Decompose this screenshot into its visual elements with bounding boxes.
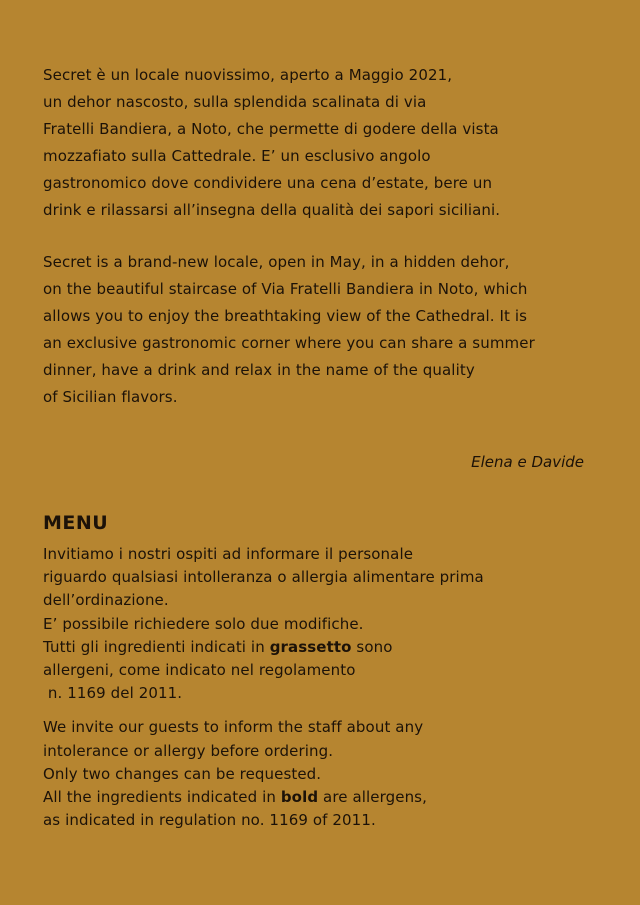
intro-italian-line: Secret è un locale nuovissimo, aperto a Maggio 2021, [43, 66, 453, 84]
note-text: sono [351, 637, 393, 656]
note-line: E’ possibile richiedere solo due modifiche. [43, 614, 364, 633]
bold-keyword: bold [280, 788, 319, 807]
note-line: riguardo qualsiasi intolleranza o allergia alimentare prima [43, 568, 484, 587]
note-line: dell’ordinazione. [43, 591, 169, 610]
intro-english-line: of Sicilian flavors. [43, 388, 178, 406]
note-line: allergeni, come indicato nel regolamento [43, 661, 356, 680]
intro-english-line: on the beautiful staircase of Via Fratelli Bandiera in Noto, which [43, 280, 528, 298]
note-line [43, 636, 484, 659]
intro-english-line: allows you to enjoy the breathtaking view of the Cathedral. It is [43, 307, 528, 325]
allergen-note-english [43, 716, 484, 832]
allergen-note-italian [43, 543, 484, 705]
intro-section [43, 62, 603, 411]
note-text: are allergens, [318, 788, 427, 807]
note-line: Invitiamo i nostri ospiti ad informare il personale [43, 545, 414, 563]
note-text: Tutti gli ingredienti indicati in [43, 637, 270, 656]
note-text: All the ingredients indicated in [43, 788, 281, 807]
bold-keyword: grassetto [269, 637, 352, 656]
signature: Elena e Davide [471, 453, 584, 471]
intro-italian-line: un dehor nascosto, sulla splendida scalinata di via [43, 93, 427, 111]
note-line: n. 1169 del 2011. [43, 684, 183, 703]
note-line: We invite our guests to inform the staff about any [43, 718, 424, 737]
intro-italian-line: gastronomico dove condividere una cena d’estate, bere un [43, 174, 493, 192]
allergen-notes [43, 543, 484, 832]
intro-italian-line: Fratelli Bandiera, a Noto, che permette di godere della vista [43, 120, 499, 138]
intro-italian-line: mozzafiato sulla Cattedrale. E’ un esclusivo angolo [43, 147, 431, 165]
intro-italian-line: drink e rilassarsi all’insegna della qualità dei sapori siciliani. [43, 201, 501, 219]
intro-english-line: an exclusive gastronomic corner where you can share a summer [43, 334, 535, 352]
note-line: intolerance or allergy before ordering. [43, 741, 334, 760]
intro-italian-paragraph [43, 62, 603, 224]
intro-english-line: dinner, have a drink and relax in the name of the quality [43, 361, 475, 379]
note-line: as indicated in regulation no. 1169 of 2011. [43, 811, 376, 830]
intro-english-line: Secret is a brand-new locale, open in May, in a hidden dehor, [43, 253, 510, 271]
intro-english-paragraph [43, 249, 603, 411]
note-line [43, 786, 484, 809]
note-line: Only two changes can be requested. [43, 764, 322, 783]
menu-title: MENU [43, 512, 109, 534]
